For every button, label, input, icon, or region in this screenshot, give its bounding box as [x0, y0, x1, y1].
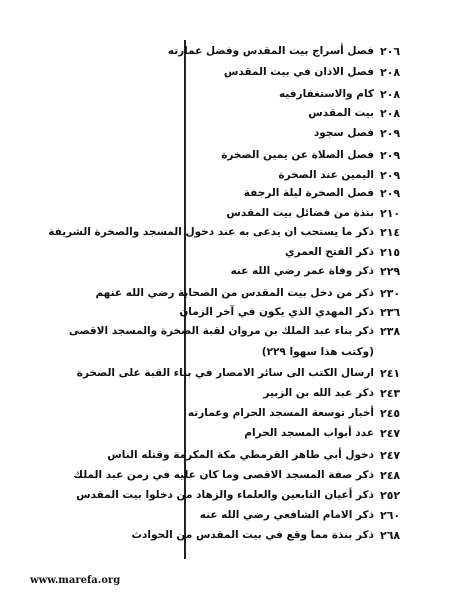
toc-page-number: ٢٠٩	[380, 186, 401, 200]
toc-page-number: ٢٤٧	[380, 426, 401, 440]
toc-page-number: ٢٤١	[380, 366, 401, 380]
toc-entry-title: ذكر من دخل بيت المقدس من الصحابة رضي الله عنهم	[95, 287, 374, 299]
toc-entry	[76, 486, 416, 504]
toc-entry-title: فصل الصلاة عن يمين الصخرة	[221, 149, 374, 161]
toc-entry-title: أخبار توسعة المسجد الحرام وعمارته	[187, 407, 374, 419]
toc-entry	[186, 166, 416, 184]
toc-entry	[167, 42, 416, 60]
toc-entry-title: اليمين عند الصخرة	[278, 169, 374, 181]
toc-entry-title: ذكر ما يستحب ان يدعى به عند دخول المسجد والصخرة الشريفة	[48, 226, 374, 238]
toc-entry-title: كام والاستغفارفيه	[279, 88, 374, 100]
toc-entry-title: ذكر الامام الشافعي رضي الله عنه	[199, 509, 374, 521]
source-watermark: www.marefa.org	[30, 575, 121, 586]
toc-page-number: ٢٤٨	[380, 468, 401, 482]
toc-page-number: ٢٣٦	[380, 305, 401, 319]
toc-entry-title: بنذة من فضائل بيت المقدس	[226, 207, 374, 219]
toc-entry-title: فصل الصخرة ليلة الرجفة	[243, 187, 374, 199]
toc-entry-title: (وكتب هذا سهوا ٢٢٩)	[261, 346, 374, 358]
toc-entry	[68, 322, 416, 340]
toc-page-number: ٢٥٢	[380, 488, 401, 502]
toc-entry	[186, 124, 416, 142]
toc-entry	[186, 146, 416, 164]
toc-entry-title: ذكر وفاة عمر رضي الله عنه	[230, 265, 374, 277]
toc-page-number: ٢٠٩	[380, 148, 401, 162]
toc-entry-title: ذكر عبد الله بن الزبير	[263, 387, 374, 399]
toc-entry	[95, 284, 416, 302]
toc-entry-title: عدد أبواب المسجد الحرام	[244, 427, 374, 439]
toc-entry-title: ذكر صفة المسجد الاقصى وما كان عليه في زمن عبد الملك	[73, 469, 374, 481]
toc-page-number: ٢٣٠	[380, 286, 401, 300]
toc-page-number: ٢٠٨	[380, 87, 401, 101]
toc-entry-title: فصل أسراج بيت المقدس وفضل عمارته	[167, 45, 374, 57]
toc-page-number: ٢٠٨	[380, 106, 401, 120]
toc-page-number: ٢٦٨	[380, 528, 401, 542]
toc-entry	[186, 404, 416, 422]
toc-entry	[186, 204, 416, 222]
toc-page-number: ٢٤٥	[380, 406, 401, 420]
toc-page-number: ٢١٥	[380, 245, 401, 259]
toc-page-number: ٢٣٨	[380, 324, 401, 338]
toc-page-number: ٢١٠	[380, 206, 401, 220]
toc-page-number: ٢٢٩	[380, 264, 401, 278]
toc-entry-title: فصل سجود	[313, 127, 374, 139]
toc-entry	[131, 526, 416, 544]
toc-page-number: ٢٤٧	[380, 448, 401, 462]
toc-page-number: ٢٠٩	[380, 126, 401, 140]
toc-entry	[186, 424, 416, 442]
toc-entry-title: بيت المقدس	[308, 107, 374, 119]
toc-page-number: ٢٦٠	[380, 508, 401, 522]
toc-entry	[186, 63, 416, 81]
toc-page-number: ٢٠٩	[380, 168, 401, 182]
toc-entry	[186, 262, 416, 280]
toc-entry-title: ذكر بناء عبد الملك بن مروان لقبة الصخرة والمسجد الاقصى	[68, 325, 374, 337]
toc-entry-title: دخول أبي طاهر القرمطي مكة المكرمة وقتله الناس	[107, 449, 374, 461]
toc-entry	[186, 243, 416, 261]
toc-entry-title: ارسال الكتب الى سائر الامصار في بناء القبة على الصخرة	[76, 367, 374, 379]
toc-entry	[186, 506, 416, 524]
toc-entry-title: فصل الاذان في بيت المقدس	[223, 66, 374, 78]
toc-entry	[186, 343, 416, 361]
toc-page-number: ٢٠٦	[380, 44, 401, 58]
toc-page-number: ٢١٤	[380, 225, 401, 239]
toc-entry	[186, 384, 416, 402]
toc-entry	[107, 446, 416, 464]
toc-entry-title: ذكر بنذة مما وقع في بيت المقدس من الحوادث	[131, 529, 374, 541]
toc-entry	[179, 303, 416, 321]
toc-entry	[48, 223, 416, 241]
toc-entry	[186, 184, 416, 202]
toc-entry	[186, 85, 416, 103]
toc-page-number: ٢٠٨	[380, 65, 401, 79]
toc-page-number: ٢٤٣	[380, 386, 401, 400]
toc-entry-title: ذكر المهدي الذي يكون في آخر الزمان	[179, 306, 374, 318]
toc-entry	[73, 466, 416, 484]
toc-entry	[76, 364, 416, 382]
toc-entry-title: ذكر الفتح العمري	[285, 246, 374, 258]
toc-entry-title: ذكر أعيان التابعين والعلماء والزهاد من دخلوا بيت المقدس	[76, 489, 374, 501]
toc-entry	[186, 104, 416, 122]
